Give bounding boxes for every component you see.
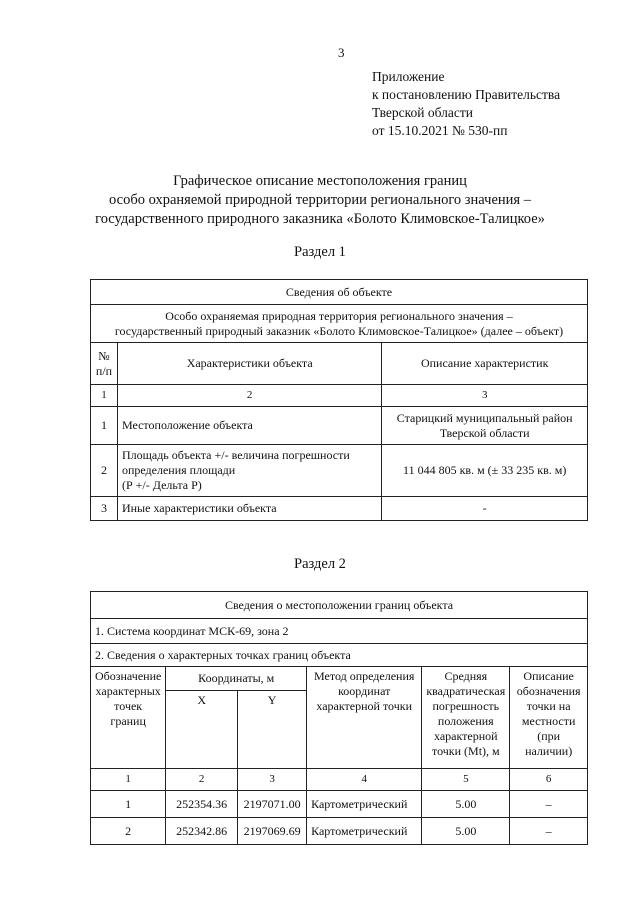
table-title: Сведения о местоположении границ объекта [91, 592, 588, 619]
error-value: 5.00 [422, 818, 510, 845]
coord-x: 252354.36 [166, 791, 238, 818]
row-num: 1 [91, 407, 118, 445]
header-x: X [166, 691, 238, 769]
header-num: № п/п [91, 343, 118, 385]
col-number: 4 [307, 769, 422, 791]
characteristic-line: (Р +/- Дельта Р) [121, 478, 202, 492]
point-description: – [510, 818, 588, 845]
row-characteristic: Иные характеристики объекта [117, 497, 381, 521]
characteristic-line: Площадь объекта +/- величина погрешности [121, 448, 350, 462]
object-name-line: государственный природный заказник «Болото Климовское-Талицкое» (далее – объект) [114, 323, 564, 338]
header-y: Y [238, 691, 307, 769]
object-info-table [90, 279, 588, 521]
point-id: 2 [91, 818, 166, 845]
row-num: 3 [91, 497, 118, 521]
point-id: 1 [91, 791, 166, 818]
table-title: Сведения об объекте [91, 280, 588, 305]
col-number: 6 [510, 769, 588, 791]
appendix-line: от 15.10.2021 № 530-пп [372, 123, 508, 138]
section2-heading: Раздел 2 [294, 556, 346, 572]
header-error: Средняя квадратическая погрешность положения характерной точки (Mt), м [422, 667, 510, 769]
header-designation: Обозначение характерных точек границ [91, 667, 166, 769]
appendix-line: Тверской области [372, 105, 473, 120]
page-number: 3 [338, 45, 345, 60]
row-characteristic: Местоположение объекта [117, 407, 381, 445]
col-number: 1 [91, 769, 166, 791]
document-title [60, 172, 580, 229]
appendix-block [372, 68, 560, 140]
col-number: 1 [91, 385, 118, 407]
object-name-line: Особо охраняемая природная территория регионального значения – [165, 308, 513, 323]
characteristic-line: определения площади [121, 463, 236, 477]
appendix-line: Приложение [372, 69, 445, 84]
row-description: 11 044 805 кв. м (± 33 235 кв. м) [382, 445, 588, 497]
coord-x: 252342.86 [166, 818, 238, 845]
col-number: 2 [166, 769, 238, 791]
coord-y: 2197071.00 [238, 791, 307, 818]
col-number: 3 [238, 769, 307, 791]
method: Картометрический [307, 791, 422, 818]
row-num: 2 [91, 445, 118, 497]
row-description: Старицкий муниципальный район Тверской области [382, 407, 588, 445]
error-value: 5.00 [422, 791, 510, 818]
method: Картометрический [307, 818, 422, 845]
header-coordinates: Координаты, м [166, 667, 307, 691]
boundary-points-table [90, 591, 588, 845]
row-description: - [382, 497, 588, 521]
coord-y: 2197069.69 [238, 818, 307, 845]
col-number: 2 [117, 385, 381, 407]
title-line: Графическое описание местоположения границ [173, 173, 467, 189]
header-description: Описание характеристик [382, 343, 588, 385]
row-characteristic [117, 445, 381, 497]
title-line: особо охраняемой природной территории регионального значения – [109, 192, 531, 208]
header-method: Метод определения координат характерной точки [307, 667, 422, 769]
points-title: 2. Сведения о характерных точках границ объекта [91, 644, 588, 667]
col-number: 3 [382, 385, 588, 407]
title-line: государственного природного заказника «Болото Климовское-Талицкое» [95, 211, 545, 227]
header-characteristics: Характеристики объекта [117, 343, 381, 385]
section1-heading: Раздел 1 [294, 244, 346, 260]
header-point-description: Описание обозначения точки на местности (при наличии) [510, 667, 588, 769]
object-name [91, 305, 588, 343]
col-number: 5 [422, 769, 510, 791]
appendix-line: к постановлению Правительства [372, 87, 561, 102]
coordinate-system: 1. Система координат МСК-69, зона 2 [91, 619, 588, 644]
point-description: – [510, 791, 588, 818]
